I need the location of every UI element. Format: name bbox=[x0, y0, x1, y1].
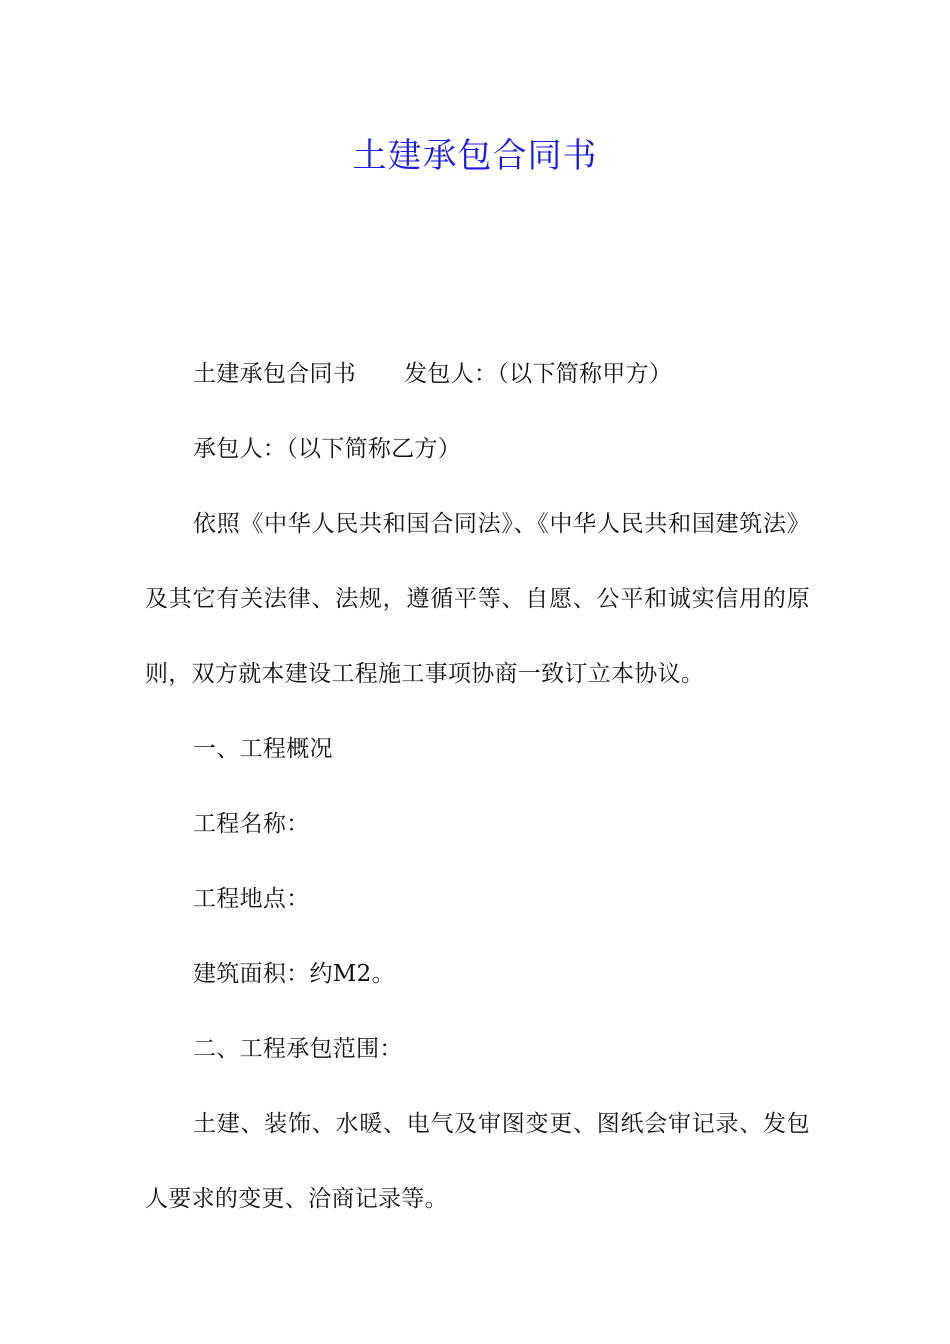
party-a-line: 发包人：（以下简称甲方） bbox=[404, 361, 673, 387]
section-2-heading: 二、工程承包范围： bbox=[193, 1036, 403, 1062]
building-area-line: 建筑面积：约M2。 bbox=[193, 961, 395, 987]
party-b-paragraph: 承包人：（以下简称乙方） bbox=[193, 436, 462, 462]
intro-paragraph bbox=[145, 337, 810, 412]
project-location-line: 工程地点： bbox=[193, 886, 310, 912]
scope-paragraph: 土建、装饰、水暖、电气及审图变更、图纸会审记录、发包人要求的变更、洽商记录等。 bbox=[145, 1111, 810, 1212]
document-title: 土建承包合同书 bbox=[352, 136, 598, 176]
intro-prefix: 土建承包合同书 bbox=[193, 361, 357, 387]
preamble-paragraph: 依照《中华人民共和国合同法》、《中华人民共和国建筑法》及其它有关法律、法规，遵循平等、自愿、公平和诚实信用的原则，双方就本建设工程施工事项协商一致订立本协议。 bbox=[145, 511, 810, 687]
document-body bbox=[145, 337, 810, 1237]
project-name-line: 工程名称： bbox=[193, 811, 310, 837]
section-1-heading: 一、工程概况 bbox=[193, 736, 333, 762]
